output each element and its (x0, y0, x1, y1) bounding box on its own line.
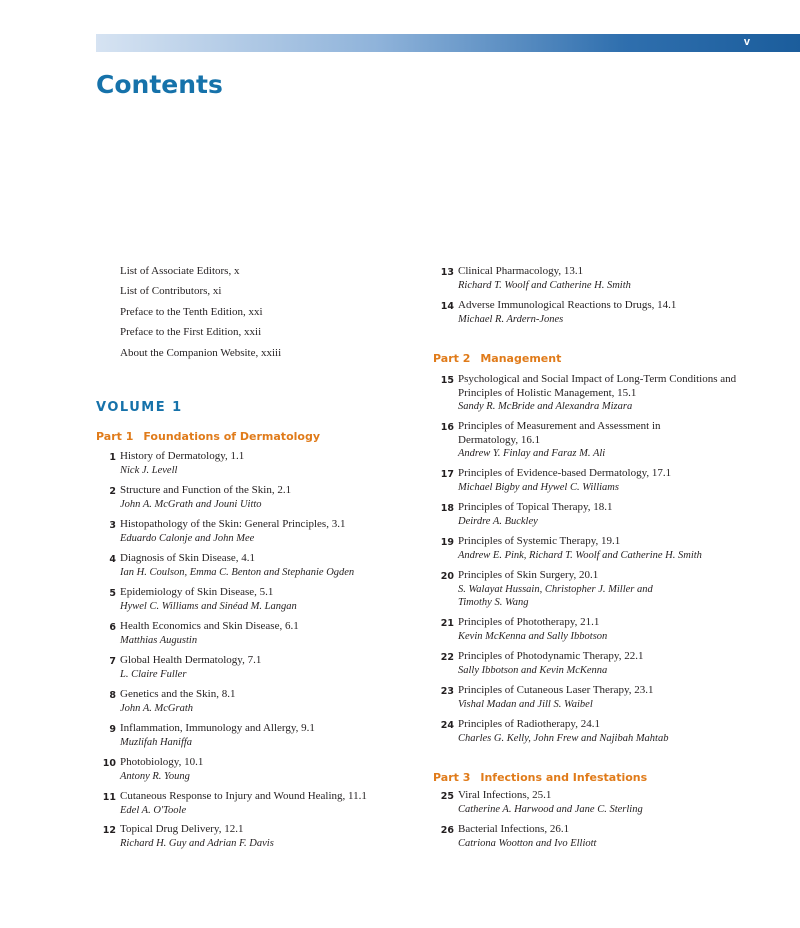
chapter-entry[interactable] (109, 722, 420, 749)
chapter-authors: Sally Ibbotson and Kevin McKenna (458, 664, 608, 676)
chapter-title: Principles of Skin Surgery, 20.1 (458, 569, 599, 581)
front-matter-item[interactable]: Preface to the First Edition, xxii (120, 326, 262, 338)
chapter-entry[interactable] (440, 650, 758, 677)
chapter-entry[interactable] (440, 420, 698, 461)
chapter-title: Bacterial Infections, 26.1 (458, 823, 570, 835)
chapter-authors: Catherine A. Harwood and Jane C. Sterling (458, 803, 643, 815)
chapter-number: 21 (440, 618, 454, 629)
part-number: Part 1 (96, 430, 134, 443)
chapter-number: 16 (440, 422, 454, 433)
chapter-entry[interactable] (109, 450, 420, 477)
chapter-number: 6 (109, 622, 116, 633)
chapter-entry[interactable] (109, 654, 420, 681)
part-title: Management (480, 352, 562, 365)
chapter-entry[interactable] (440, 467, 758, 494)
chapter-entry[interactable] (109, 688, 420, 715)
chapter-title: Topical Drug Delivery, 12.1 (120, 823, 244, 835)
chapter-authors: Edel A. O'Toole (120, 804, 187, 816)
chapter-entry[interactable] (109, 518, 420, 545)
chapter-number: 4 (109, 554, 116, 565)
chapter-entry[interactable] (440, 569, 688, 610)
chapter-entry[interactable] (440, 789, 758, 816)
chapter-authors: Hywel C. Williams and Sinéad M. Langan (120, 600, 297, 612)
part-heading (96, 430, 320, 443)
chapter-title: Principles of Topical Therapy, 18.1 (458, 501, 613, 513)
chapter-title: Viral Infections, 25.1 (458, 789, 552, 801)
chapter-entry[interactable] (102, 823, 420, 850)
chapter-number: 9 (109, 724, 116, 735)
chapter-title: Histopathology of the Skin: General Principles, 3.1 (120, 518, 346, 530)
chapter-title: History of Dermatology, 1.1 (120, 450, 245, 462)
chapter-entry[interactable] (440, 501, 758, 528)
front-matter-item[interactable]: Preface to the Tenth Edition, xxi (120, 306, 263, 318)
chapter-number: 25 (440, 791, 454, 802)
chapter-entry[interactable] (102, 790, 420, 817)
chapter-number: 8 (109, 690, 116, 701)
header-bar (96, 34, 800, 52)
chapter-authors: John A. McGrath (120, 702, 194, 714)
chapter-title: Principles of Photodynamic Therapy, 22.1 (458, 650, 644, 662)
chapter-title: Principles of Systemic Therapy, 19.1 (458, 535, 621, 547)
chapter-authors: Charles G. Kelly, John Frew and Najibah Mahtab (458, 732, 669, 744)
chapter-entry[interactable] (440, 718, 758, 745)
chapter-entry[interactable] (440, 373, 738, 414)
chapter-number: 3 (109, 520, 116, 531)
chapter-authors: Muzlifah Haniffa (120, 736, 193, 748)
page-number: v (743, 36, 750, 48)
chapter-title: Principles of Measurement and Assessment in Dermatology, 16.1 (458, 420, 661, 446)
chapter-number: 1 (109, 452, 116, 463)
chapter-authors: Richard T. Woolf and Catherine H. Smith (458, 279, 631, 291)
chapter-authors: S. Walayat Hussain, Christopher J. Miller and Timothy S. Wang (458, 583, 653, 608)
chapter-title: Cutaneous Response to Injury and Wound Healing, 11.1 (120, 790, 367, 802)
chapter-entry[interactable] (440, 823, 758, 850)
chapter-title: Psychological and Social Impact of Long-Term Conditions and Principles of Holistic Management, 15.1 (458, 373, 737, 399)
part-heading (433, 352, 561, 365)
chapter-title: Structure and Function of the Skin, 2.1 (120, 484, 292, 496)
volume-heading: VOLUME 1 (96, 400, 183, 415)
chapter-number: 18 (440, 503, 454, 514)
chapter-number: 19 (440, 537, 454, 548)
chapter-number: 23 (440, 686, 454, 697)
chapter-authors: Deirdre A. Buckley (458, 515, 538, 527)
chapter-number: 24 (440, 720, 454, 731)
chapter-number: 17 (440, 469, 454, 480)
chapter-number: 12 (102, 825, 116, 836)
chapter-title: Diagnosis of Skin Disease, 4.1 (120, 552, 256, 564)
chapter-number: 11 (102, 792, 116, 803)
chapter-title: Health Economics and Skin Disease, 6.1 (120, 620, 299, 632)
chapter-title: Principles of Cutaneous Laser Therapy, 23.1 (458, 684, 654, 696)
part-number: Part 2 (433, 352, 471, 365)
chapter-title: Epidemiology of Skin Disease, 5.1 (120, 586, 274, 598)
chapter-number: 2 (109, 486, 116, 497)
chapter-number: 10 (102, 758, 116, 769)
chapter-entry[interactable] (102, 756, 420, 783)
chapter-entry[interactable] (440, 535, 758, 562)
chapter-authors: Michael R. Ardern-Jones (458, 313, 564, 325)
chapter-title: Inflammation, Immunology and Allergy, 9.1 (120, 722, 315, 734)
chapter-title: Photobiology, 10.1 (120, 756, 204, 768)
chapter-authors: Ian H. Coulson, Emma C. Benton and Stephanie Ogden (120, 566, 355, 578)
chapter-entry[interactable] (440, 265, 758, 292)
part-title: Infections and Infestations (480, 771, 648, 784)
chapter-number: 15 (440, 375, 454, 386)
chapter-entry[interactable] (109, 552, 420, 579)
chapter-title: Principles of Phototherapy, 21.1 (458, 616, 600, 628)
chapter-title: Principles of Radiotherapy, 24.1 (458, 718, 600, 730)
chapter-title: Clinical Pharmacology, 13.1 (458, 265, 584, 277)
chapter-title: Global Health Dermatology, 7.1 (120, 654, 262, 666)
part-heading (433, 771, 647, 784)
chapter-authors: Vishal Madan and Jill S. Waibel (458, 698, 593, 710)
chapter-entry[interactable] (440, 299, 758, 326)
chapter-authors: Andrew Y. Finlay and Faraz M. Ali (458, 448, 606, 459)
chapter-authors: Catriona Wootton and Ivo Elliott (458, 837, 597, 849)
chapter-authors: L. Claire Fuller (120, 668, 187, 680)
chapter-authors: Kevin McKenna and Sally Ibbotson (458, 630, 608, 642)
chapter-authors: Richard H. Guy and Adrian F. Davis (120, 837, 274, 849)
part-title: Foundations of Dermatology (143, 430, 320, 443)
chapter-title: Genetics and the Skin, 8.1 (120, 688, 236, 700)
chapter-entry[interactable] (440, 616, 758, 643)
front-matter-item[interactable]: About the Companion Website, xxiii (120, 347, 282, 359)
chapter-authors: Michael Bigby and Hywel C. Williams (458, 481, 619, 493)
chapter-number: 20 (440, 571, 454, 582)
part-number: Part 3 (433, 771, 471, 784)
chapter-number: 22 (440, 652, 454, 663)
chapter-authors: Eduardo Calonje and John Mee (120, 532, 255, 544)
chapter-entry[interactable] (109, 620, 420, 647)
chapter-entry[interactable] (109, 586, 420, 613)
chapter-authors: Andrew E. Pink, Richard T. Woolf and Catherine H. Smith (458, 549, 702, 561)
front-matter-item[interactable]: List of Contributors, xi (120, 285, 222, 297)
chapter-authors: Matthias Augustin (120, 634, 198, 646)
front-matter-item[interactable]: List of Associate Editors, x (120, 265, 240, 277)
chapter-number: 7 (109, 656, 116, 667)
chapter-title: Principles of Evidence-based Dermatology, 17.1 (458, 467, 672, 479)
chapter-authors: John A. McGrath and Jouni Uitto (120, 498, 262, 510)
chapter-authors: Sandy R. McBride and Alexandra Mizara (458, 401, 633, 412)
chapter-authors: Antony R. Young (120, 770, 190, 782)
chapter-number: 13 (440, 267, 454, 278)
chapter-authors: Nick J. Levell (120, 464, 178, 476)
chapter-entry[interactable] (109, 484, 420, 511)
page-title: Contents (96, 70, 223, 99)
chapter-number: 26 (440, 825, 454, 836)
chapter-title: Adverse Immunological Reactions to Drugs, 14.1 (458, 299, 677, 311)
chapter-number: 14 (440, 301, 454, 312)
chapter-entry[interactable] (440, 684, 758, 711)
chapter-number: 5 (109, 588, 116, 599)
